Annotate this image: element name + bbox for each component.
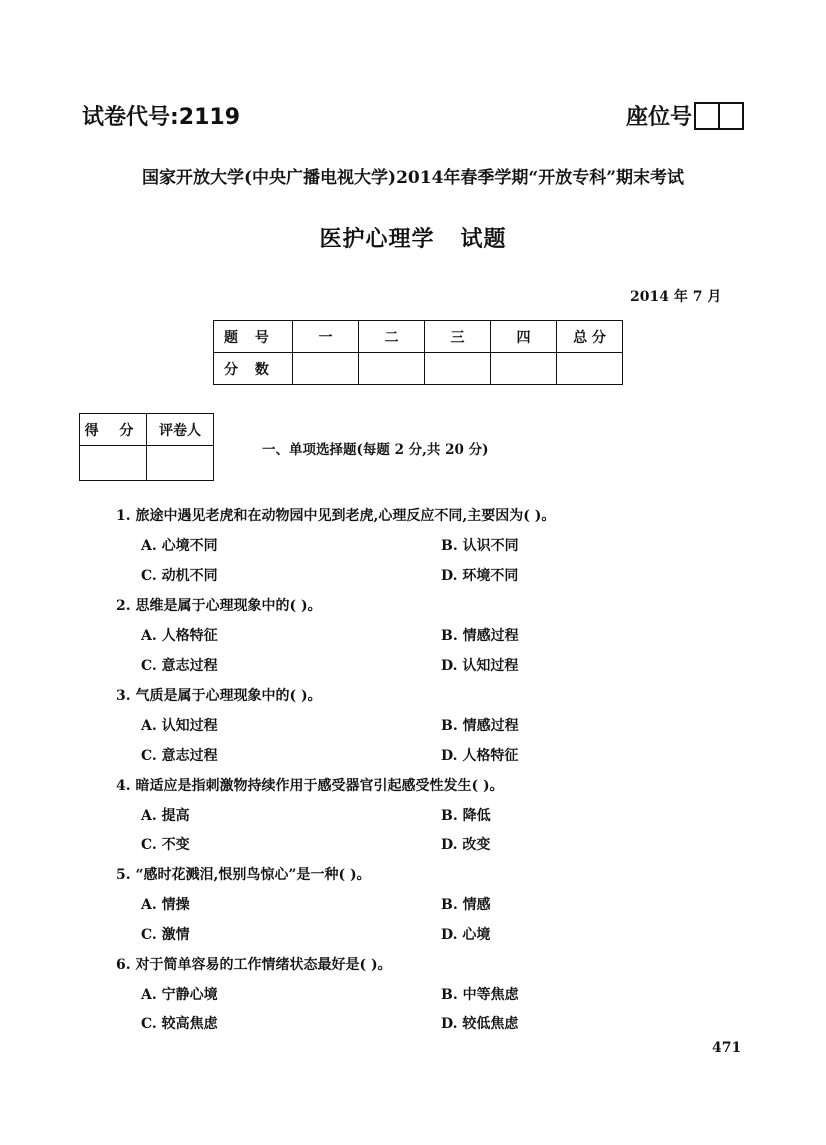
option-c: C. 激情 <box>141 927 190 943</box>
score-table-cell: 三 <box>425 321 491 353</box>
grader-score-label: 得 分 <box>80 414 147 446</box>
score-table-score-row <box>214 353 623 385</box>
score-table-cell: 一 <box>293 321 359 353</box>
exam-date: 2014 年 7 月 <box>630 289 722 305</box>
option-d: D. 心境 <box>441 927 491 943</box>
score-table-cell: 分 数 <box>214 353 293 385</box>
score-table-header-row <box>214 321 623 353</box>
option-b: B. 情感过程 <box>441 718 519 734</box>
exam-code: 试卷代号:2119 <box>82 105 241 130</box>
score-entry-cell <box>425 353 491 385</box>
score-table-cell: 题 号 <box>214 321 293 353</box>
score-table <box>213 320 623 385</box>
grader-table <box>79 413 214 481</box>
seat-box <box>720 102 744 130</box>
option-d: D. 认知过程 <box>441 658 519 674</box>
option-a: A. 提高 <box>141 808 190 824</box>
score-table-cell: 四 <box>491 321 557 353</box>
option-a: A. 人格特征 <box>141 628 218 644</box>
grader-name-label: 评卷人 <box>147 414 214 446</box>
option-c: C. 较高焦虑 <box>141 1016 218 1032</box>
option-c: C. 意志过程 <box>141 748 218 764</box>
option-c: C. 意志过程 <box>141 658 218 674</box>
option-a: A. 心境不同 <box>141 538 218 554</box>
question-text: 5. “感时花溅泪,恨别鸟惊心”是一种( )。 <box>116 867 371 883</box>
seat-number <box>626 100 744 131</box>
grader-entry-cell <box>80 446 147 481</box>
question-text: 4. 暗适应是指刺激物持续作用于感受器官引起感受性发生( )。 <box>116 778 504 794</box>
option-a: A. 宁静心境 <box>141 987 218 1003</box>
score-entry-cell <box>359 353 425 385</box>
option-c: C. 动机不同 <box>141 568 218 584</box>
subject-title: 医护心理学 试题 <box>319 227 507 252</box>
exam-title: 国家开放大学(中央广播电视大学)2014年春季学期“开放专科”期末考试 <box>142 168 684 188</box>
grader-table-header-row <box>80 414 214 446</box>
score-entry-cell <box>293 353 359 385</box>
question-text: 1. 旅途中遇见老虎和在动物园中见到老虎,心理反应不同,主要因为( )。 <box>116 508 556 524</box>
score-table-cell: 总 分 <box>557 321 623 353</box>
grader-table-entry-row <box>80 446 214 481</box>
option-d: D. 人格特征 <box>441 748 519 764</box>
option-a: A. 认知过程 <box>141 718 218 734</box>
question-text: 6. 对于简单容易的工作情绪状态最好是( )。 <box>116 957 392 973</box>
option-d: D. 环境不同 <box>441 568 519 584</box>
option-c: C. 不变 <box>141 837 190 853</box>
question-text: 3. 气质是属于心理现象中的( )。 <box>116 688 322 704</box>
score-entry-cell <box>557 353 623 385</box>
page-number: 471 <box>712 1040 742 1056</box>
option-d: D. 较低焦虑 <box>441 1016 519 1032</box>
seat-number-label: 座位号 <box>626 105 693 130</box>
question-text: 2. 思维是属于心理现象中的( )。 <box>116 598 322 614</box>
option-b: B. 中等焦虑 <box>441 987 519 1003</box>
option-b: B. 情感 <box>441 897 491 913</box>
option-a: A. 情操 <box>141 897 190 913</box>
seat-box <box>694 102 720 130</box>
score-table-cell: 二 <box>359 321 425 353</box>
section-heading: 一、单项选择题(每题 2 分,共 20 分) <box>262 442 489 458</box>
option-d: D. 改变 <box>441 837 491 853</box>
option-b: B. 认识不同 <box>441 538 519 554</box>
option-b: B. 情感过程 <box>441 628 519 644</box>
seat-number-boxes <box>694 102 744 130</box>
option-b: B. 降低 <box>441 808 491 824</box>
grader-entry-cell <box>147 446 214 481</box>
score-entry-cell <box>491 353 557 385</box>
